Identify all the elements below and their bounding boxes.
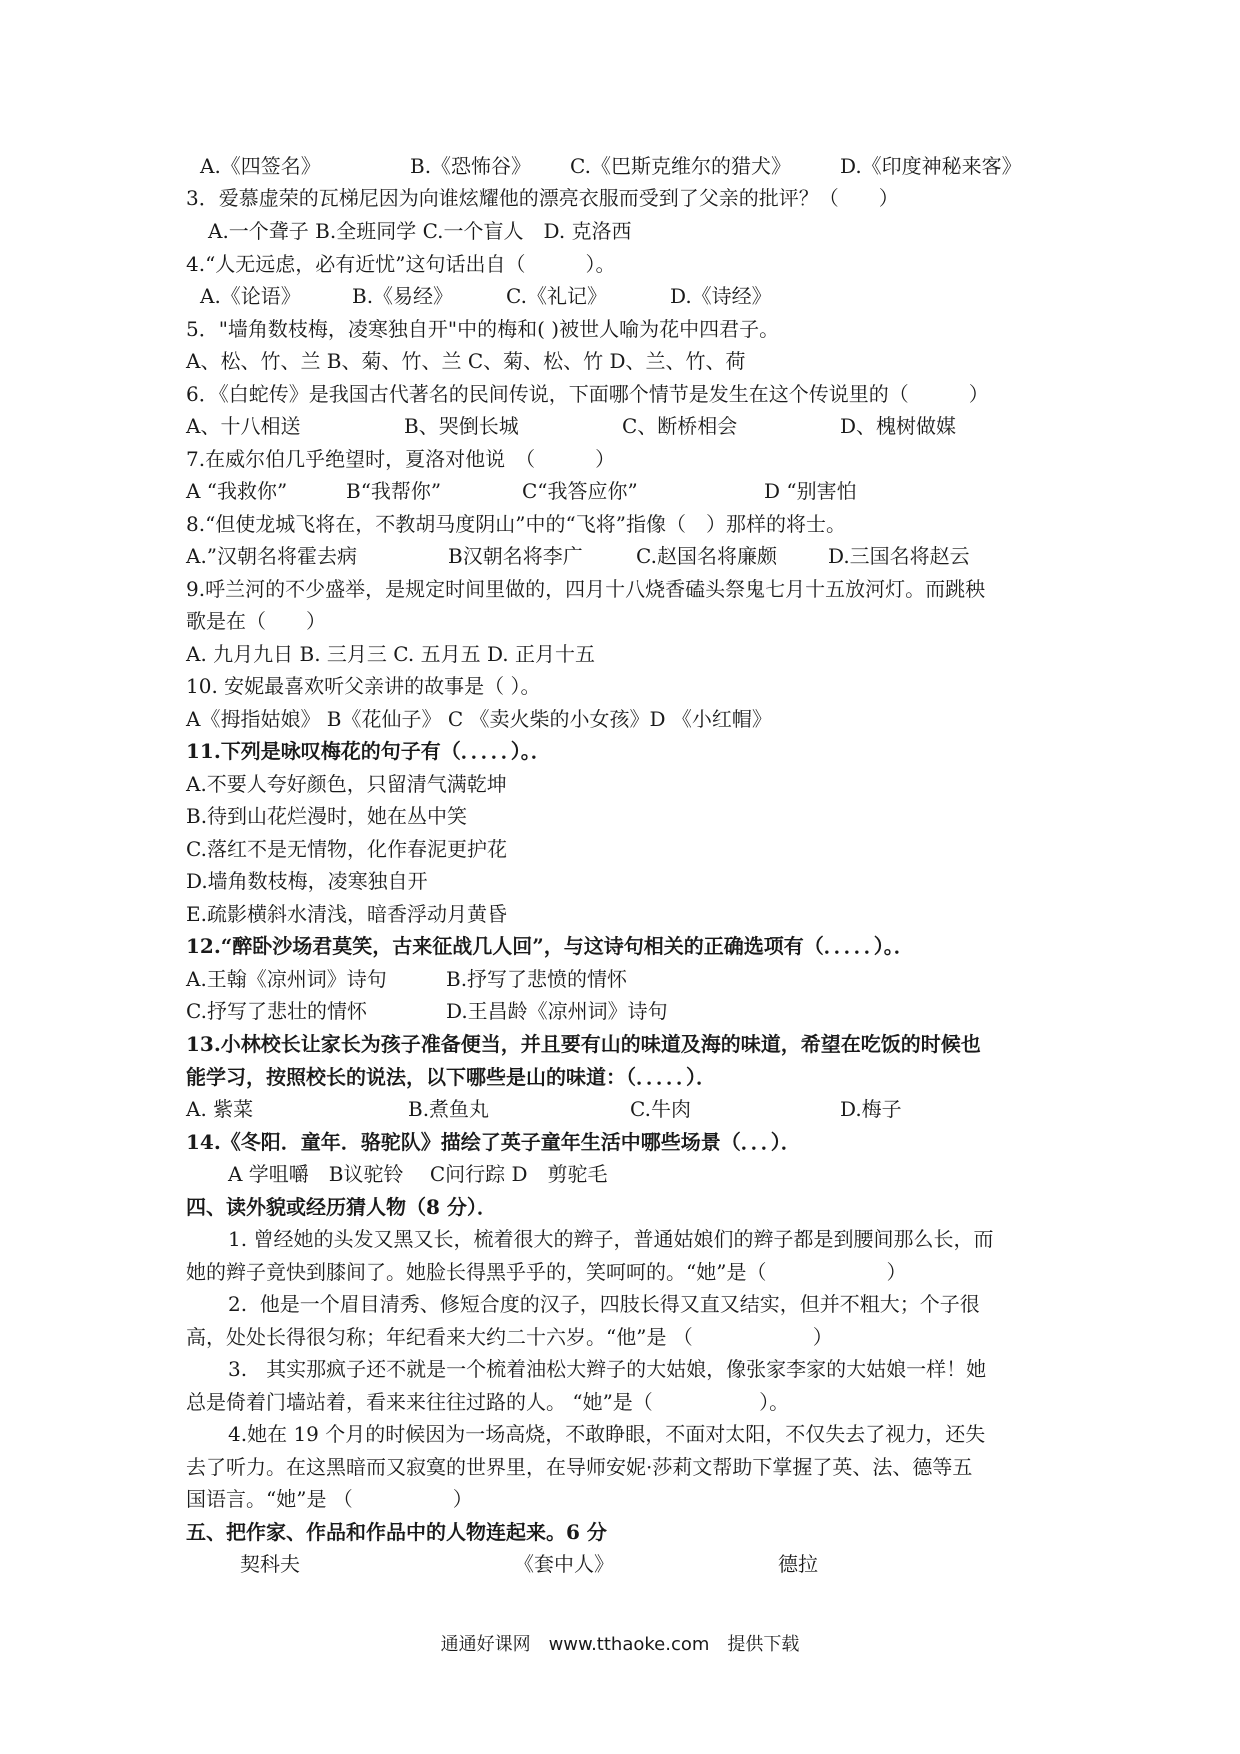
- q12-stem: 12.“醉卧沙场君莫笑，古来征战几人回”，与这诗句相关的正确选项有（．．．．．）。．: [186, 934, 914, 958]
- q11-option-d: D.墙角数枝梅，凌寒独自开: [186, 869, 428, 893]
- q8-options: [186, 542, 970, 570]
- q8-option-a: A.”汉朝名将霍去病: [186, 544, 358, 568]
- q6-option-a: A、十八相送: [186, 414, 301, 438]
- q9-stem-line1: 9.呼兰河的不少盛举，是规定时间里做的，四月十八烧香磕头祭鬼七月十五放河灯。而跳秧: [186, 577, 986, 601]
- item-4-line2: 去了听力。在这黑暗而又寂寞的世界里，在导师安妮·莎莉文帮助下掌握了英、法、德等五: [186, 1455, 973, 1479]
- q7-option-b: B“我帮你”: [346, 479, 442, 503]
- character-item: 德拉: [778, 1552, 818, 1576]
- q11-option-e: E.疏影横斜水清浅，暗香浮动月黄昏: [186, 902, 507, 926]
- q8-option-b: B汉朝名将李广: [448, 544, 583, 568]
- q13-option-a: A. 紫菜: [186, 1097, 254, 1121]
- q2-option-b: B.《恐怖谷》: [410, 154, 532, 178]
- item-2-line2: 高，处处长得很匀称；年纪看来大约二十六岁。“他”是 （ ）: [186, 1325, 833, 1349]
- item-4-line1: 4.她在 19 个月的时候因为一场高烧，不敢睁眼，不面对太阳，不仅失去了视力，还失: [228, 1422, 986, 1446]
- item-4-line3: 国语言。“她”是 （ ）: [186, 1487, 473, 1511]
- q3-stem: 3．爱慕虚荣的瓦梯尼因为向谁炫耀他的漂亮衣服而受到了父亲的批评？（ ）: [186, 186, 899, 210]
- q13-stem-line2: 能学习，按照校长的说法，以下哪些是山的味道：（．．．．．）．: [186, 1065, 716, 1089]
- q6-stem: 6．《白蛇传》是我国古代著名的民间传说，下面哪个情节是发生在这个传说里的（ ）: [186, 382, 989, 406]
- q10-stem: 10. 安妮最喜欢听父亲讲的故事是（ ）。: [186, 674, 541, 698]
- item-3-line1: 3. 其实那疯子还不就是一个梳着油松大辫子的大姑娘，像张家李家的大姑娘一样！她: [228, 1357, 987, 1381]
- q9-stem-line2: 歌是在（ ）: [186, 609, 326, 633]
- item-1-line1: 1. 曾经她的头发又黑又长，梳着很大的辫子，普通姑娘们的辫子都是到腰间那么长，而: [228, 1227, 994, 1251]
- q6-option-c: C、断桥相会: [622, 414, 738, 438]
- q4-option-b: B.《易经》: [352, 284, 454, 308]
- section-4-heading: 四、读外貌或经历猜人物（8 分）．: [186, 1195, 497, 1219]
- q8-stem: 8.“但使龙城飞将在，不教胡马度阴山”中的“飞将”指像（ ）那样的将士。: [186, 512, 846, 536]
- q7-option-a: A “我救你”: [186, 479, 288, 503]
- section-5-heading: 五、把作家、作品和作品中的人物连起来。6 分: [186, 1520, 607, 1544]
- q12-option-a: A.王翰《凉州词》诗句: [186, 967, 387, 991]
- section-5-matching-row: [240, 1550, 818, 1578]
- page-footer: 通通好课网 www.tthaoke.com 提供下载: [440, 1634, 800, 1655]
- q11-stem: 11.下列是咏叹梅花的句子有（．．．．．）。．: [186, 739, 551, 763]
- q14-options: A 学咀嚼 B议驼铃 C问行踪 D 剪驼毛: [228, 1162, 608, 1186]
- author-item: 契科夫: [240, 1552, 300, 1576]
- q6-option-b: B、哭倒长城: [404, 414, 519, 438]
- q12-options-row1: [186, 965, 627, 993]
- q4-stem: 4.“人无远虑，必有近忧”这句话出自（ ）。: [186, 252, 616, 276]
- q4-option-c: C.《礼记》: [506, 284, 607, 308]
- q12-option-c: C.抒写了悲壮的情怀: [186, 999, 367, 1023]
- q9-options: A. 九月九日 B. 三月三 C. 五月五 D. 正月十五: [186, 642, 595, 666]
- item-1-line2: 她的辫子竟快到膝间了。她脸长得黑乎乎的，笑呵呵的。“她”是（ ）: [186, 1260, 907, 1284]
- q2-option-a: A.《四签名》: [200, 154, 321, 178]
- q12-option-d: D.王昌龄《凉州词》诗句: [446, 999, 668, 1023]
- q7-option-c: C“我答应你”: [522, 479, 638, 503]
- q12-option-b: B.抒写了悲愤的情怀: [446, 967, 628, 991]
- q8-option-c: C.赵国名将廉颇: [636, 544, 777, 568]
- item-2-line1: 2. 他是一个眉目清秀、修短合度的汉子，四肢长得又直又结实，但并不粗大；个子很: [228, 1292, 980, 1316]
- q6-options: [186, 412, 956, 440]
- item-3-line2: 总是倚着门墙站着，看来来往往过路的人。 “她”是（ ）。: [186, 1390, 790, 1414]
- q2-options: [186, 152, 1022, 180]
- q7-options: [186, 477, 857, 505]
- q4-option-d: D.《诗经》: [670, 284, 772, 308]
- q5-stem: 5．"墙角数枝梅，凌寒独自开"中的梅和( )被世人喻为花中四君子。: [186, 317, 780, 341]
- q2-option-c: C.《巴斯克维尔的猎犬》: [570, 154, 791, 178]
- q11-option-c: C.落红不是无情物，化作春泥更护花: [186, 837, 507, 861]
- q13-option-c: C.牛肉: [630, 1097, 691, 1121]
- q14-stem: 14.《冬阳．童年．骆驼队》描绘了英子童年生活中哪些场景（．．．）．: [186, 1130, 801, 1154]
- q11-option-b: B.待到山花烂漫时，她在丛中笑: [186, 804, 468, 828]
- q12-options-row2: [186, 997, 668, 1025]
- q5-options: A、松、竹、兰 B、菊、竹、兰 C、菊、松、竹 D、兰、竹、荷: [186, 349, 746, 373]
- q7-stem: 7.在威尔伯几乎绝望时，夏洛对他说 （ ）: [186, 447, 616, 471]
- q13-option-d: D.梅子: [840, 1097, 902, 1121]
- q4-options: [200, 282, 772, 310]
- q4-option-a: A.《论语》: [200, 284, 301, 308]
- q13-stem-line1: 13.小林校长让家长为孩子准备便当，并且要有山的味道及海的味道，希望在吃饭的时候也: [186, 1032, 981, 1056]
- q7-option-d: D “别害怕: [764, 479, 857, 503]
- q11-option-a: A.不要人夸好颜色，只留清气满乾坤: [186, 772, 507, 796]
- q2-option-d: D.《印度神秘来客》: [840, 154, 1022, 178]
- q10-options: A《拇指姑娘》 B《花仙子》 C 《卖火柴的小女孩》D 《小红帽》: [186, 707, 772, 731]
- work-item: 《套中人》: [514, 1552, 614, 1576]
- q13-option-b: B.煮鱼丸: [408, 1097, 490, 1121]
- q3-options: A.一个聋子 B.全班同学 C.一个盲人 D. 克洛西: [208, 219, 632, 243]
- q13-options: [186, 1095, 902, 1123]
- q6-option-d: D、槐树做媒: [840, 414, 957, 438]
- q8-option-d: D.三国名将赵云: [828, 544, 970, 568]
